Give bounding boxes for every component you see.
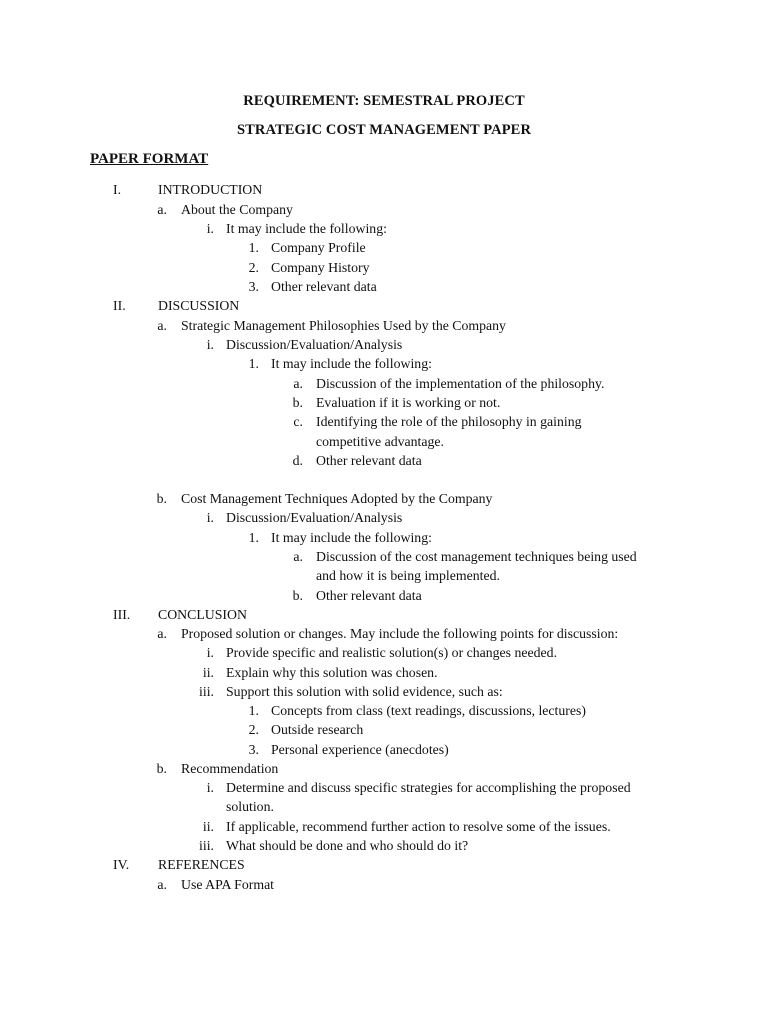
outline-item-continuation [0,566,768,585]
outline-item [0,508,768,527]
outline-item [0,489,768,508]
item-text: It may include the following: [271,530,432,545]
item-marker: i. [206,645,214,660]
item-marker: 1. [248,356,259,371]
section-heading: PAPER FORMAT [90,151,209,167]
outline-item [0,316,768,335]
item-text: Provide specific and realistic solution(s) or changes needed. [226,645,558,660]
outline-item [0,624,768,643]
item-marker: c. [293,414,303,429]
item-text: CONCLUSION [158,607,247,622]
outline-item [0,817,768,836]
outline-item [0,277,768,296]
item-text: Other relevant data [271,279,377,294]
item-marker: a. [157,202,167,217]
item-marker: a. [293,549,303,564]
outline-item [0,451,768,470]
item-text: Discussion/Evaluation/Analysis [226,337,403,352]
item-marker: 1. [248,703,259,718]
item-text: Discussion of the implementation of the philosophy. [316,376,605,391]
item-text: REFERENCES [158,857,245,872]
item-marker: b. [156,491,167,506]
outline-item-continuation [0,432,768,451]
item-marker: b. [156,761,167,776]
item-text: Strategic Management Philosophies Used by the Company [181,318,506,333]
outline-item [0,701,768,720]
item-text: Company Profile [271,240,366,255]
outline-item [0,374,768,393]
item-marker: i. [206,221,214,236]
item-text: Discussion of the cost management techniques being used [316,549,637,564]
item-text: Recommendation [181,761,279,776]
outline-item [0,759,768,778]
outline-item [0,180,768,199]
item-marker: iii. [199,838,214,853]
item-marker: a. [157,877,167,892]
item-text: Outside research [271,722,364,737]
item-marker: ii. [202,665,214,680]
item-text: Use APA Format [181,877,275,892]
item-text: solution. [226,799,274,814]
outline-item [0,682,768,701]
item-text: Cost Management Techniques Adopted by the Company [181,491,493,506]
item-text: Discussion/Evaluation/Analysis [226,510,403,525]
outline-item [0,258,768,277]
item-text: Other relevant data [316,453,422,468]
item-marker: iii. [199,684,214,699]
outline-item-continuation [0,797,768,816]
outline-item [0,586,768,605]
item-marker: 2. [248,260,259,275]
item-text: If applicable, recommend further action to resolve some of the issues. [226,819,611,834]
document-title: REQUIREMENT: SEMESTRAL PROJECT [243,93,525,109]
item-marker: d. [292,453,303,468]
outline-item [0,605,768,624]
outline-item [0,836,768,855]
outline-item [0,200,768,219]
item-marker: 1. [248,240,259,255]
outline-item [0,778,768,797]
outline-item [0,855,768,874]
item-text: Evaluation if it is working or not. [316,395,501,410]
document-subtitle: STRATEGIC COST MANAGEMENT PAPER [236,122,532,138]
item-marker: ii. [202,819,214,834]
outline-item [0,354,768,373]
outline-item [0,643,768,662]
item-text: Concepts from class (text readings, discussions, lectures) [271,703,586,718]
outline-item [0,528,768,547]
item-text: Personal experience (anecdotes) [271,742,449,757]
item-text: INTRODUCTION [158,182,263,197]
outline-item [0,875,768,894]
item-text: Identifying the role of the philosophy in gaining [316,414,582,429]
item-text: DISCUSSION [158,298,240,313]
item-marker: a. [157,626,167,641]
outline-item [0,393,768,412]
item-text: It may include the following: [226,221,387,236]
item-text: Determine and discuss specific strategies for accomplishing the proposed [226,780,631,795]
item-text: It may include the following: [271,356,432,371]
item-marker: 3. [248,279,259,294]
outline-item [0,663,768,682]
outline-item [0,238,768,257]
outline-item [0,740,768,759]
item-marker: b. [292,395,303,410]
item-text: What should be done and who should do it? [226,838,469,853]
item-marker: i. [206,510,214,525]
item-marker: a. [293,376,303,391]
item-text: Support this solution with solid evidence, such as: [226,684,503,699]
item-marker: III. [113,607,131,622]
item-marker: I. [113,182,122,197]
item-text: Explain why this solution was chosen. [226,665,438,680]
item-marker: a. [157,318,167,333]
item-text: and how it is being implemented. [316,568,500,583]
outline-item [0,296,768,315]
item-marker: i. [206,780,214,795]
item-marker: 3. [248,742,259,757]
item-text: competitive advantage. [316,434,444,449]
outline-item [0,547,768,566]
outline-item [0,335,768,354]
outline-item [0,412,768,431]
item-text: Company History [271,260,370,275]
item-marker: 1. [248,530,259,545]
item-marker: i. [206,337,214,352]
item-marker: 2. [248,722,259,737]
item-text: About the Company [181,202,293,217]
item-text: Other relevant data [316,588,422,603]
item-marker: IV. [113,857,130,872]
item-marker: II. [113,298,126,313]
outline-item [0,219,768,238]
item-marker: b. [292,588,303,603]
item-text: Proposed solution or changes. May include the following points for discussion: [181,626,619,641]
outline-item [0,720,768,739]
